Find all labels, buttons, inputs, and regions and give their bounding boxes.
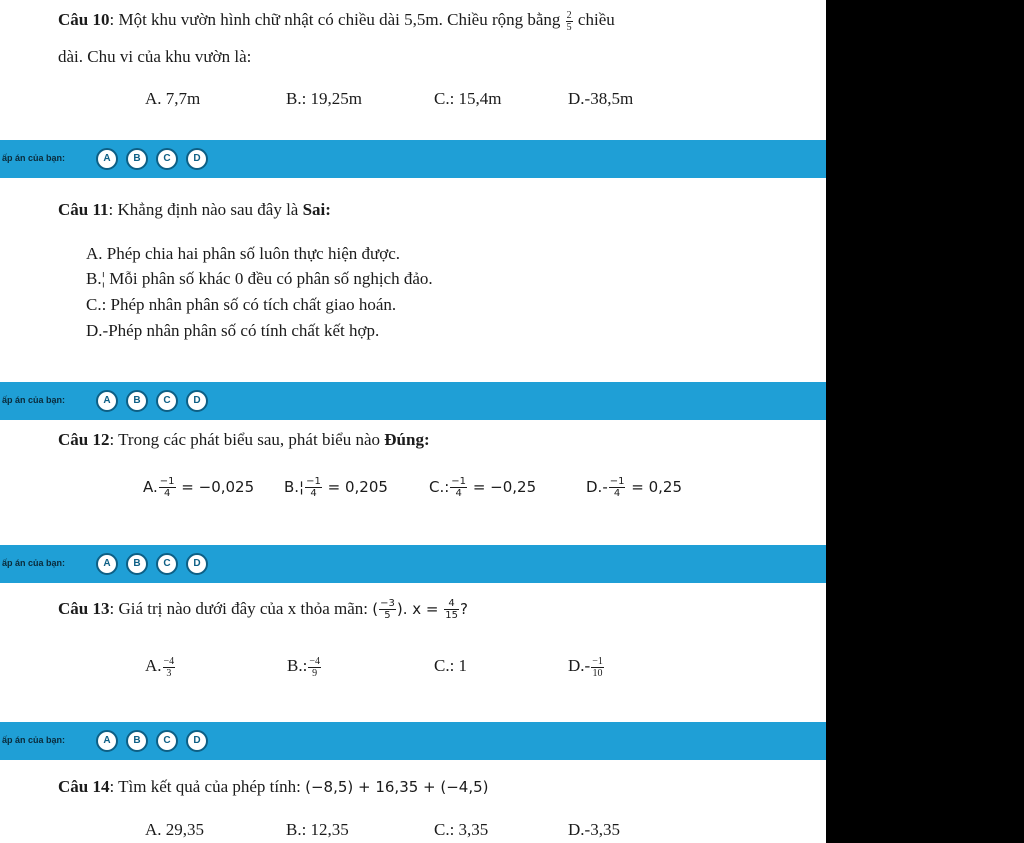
question-14-expression: (−8,5) + 16,35 + (−4,5)	[305, 778, 489, 796]
fraction-numerator: −4	[309, 655, 320, 667]
option-value: = −0,25	[472, 478, 537, 496]
question-10-text: : Một khu vườn hình chữ nhật có chiều dài 5,5m. Chiều rộng bằng	[109, 10, 561, 29]
question-11-option-b: B.¦ Mỗi phân số khác 0 đều có phân số nghịch đảo.	[86, 269, 433, 288]
question-11-emphasis: Sai:	[302, 200, 331, 219]
answer-bar-11	[0, 382, 826, 420]
fraction-numerator: −4	[163, 655, 175, 667]
fraction-denominator: 4	[310, 488, 317, 499]
answer-bubble-c[interactable]: C	[156, 730, 178, 752]
question-14-option-b: B.: 12,35	[286, 820, 349, 839]
fraction-numerator: −3	[380, 598, 395, 609]
option-value: = 0,205	[327, 478, 388, 496]
answer-bubble-b[interactable]: B	[126, 730, 148, 752]
option-value: = −0,025	[181, 478, 255, 496]
question-11-prompt: : Khẳng định nào sau đây là	[108, 200, 303, 219]
fraction-denominator: 4	[455, 488, 462, 499]
answer-bar-label: ấp án của bạn:	[2, 153, 66, 163]
answer-bubble-d[interactable]: D	[186, 390, 208, 412]
fraction-denominator: 4	[163, 488, 171, 499]
option-prefix: C.:	[429, 478, 450, 496]
fraction-denominator: 9	[312, 667, 318, 679]
answer-bubble-b[interactable]: B	[126, 553, 148, 575]
option-prefix: B.:	[287, 656, 308, 675]
question-10-option-d: D.-38,5m	[568, 89, 634, 108]
equation-middle: . x =	[402, 600, 439, 618]
question-13-option-d	[568, 655, 605, 679]
question-12-label: Câu 12	[58, 430, 110, 449]
answer-bubble-a[interactable]: A	[96, 553, 118, 575]
fraction-denominator: 5	[566, 21, 572, 33]
fraction-numerator: −1	[306, 476, 321, 487]
question-12-emphasis: Đúng:	[384, 430, 430, 449]
question-12-option-a	[143, 476, 254, 499]
answer-bubble-d[interactable]: D	[186, 148, 208, 170]
question-13-equation: ( $\frac{-3}{5}$ ). x = $\frac{4}{15}$ ?	[372, 598, 468, 621]
answer-bubble-d[interactable]: D	[186, 553, 208, 575]
option-prefix: B.¦	[284, 478, 305, 496]
answer-bubble-b[interactable]: B	[126, 390, 148, 412]
answer-bubble-a[interactable]: A	[96, 390, 118, 412]
question-12-option-b	[284, 476, 388, 499]
question-13-option-b	[287, 655, 322, 679]
question-14-option-a: A. 29,35	[145, 820, 205, 839]
option-prefix: D.-	[586, 478, 608, 496]
question-10-line2: dài. Chu vi của khu vườn là:	[58, 47, 252, 66]
answer-bubble-c[interactable]: C	[156, 390, 178, 412]
fraction-numerator: 2	[566, 9, 572, 21]
question-14-prompt: : Tìm kết quả của phép tính:	[109, 777, 306, 796]
option-prefix: D.-	[568, 656, 591, 675]
fraction-numerator: 4	[444, 598, 459, 610]
question-13-prompt: : Giá trị nào dưới đây của x thỏa mãn:	[109, 599, 373, 618]
question-11-option-d: D.-Phép nhân phân số có tính chất kết hợp.	[86, 321, 380, 340]
fraction-numerator: −1	[159, 476, 175, 487]
fraction-denominator: 5	[384, 610, 391, 621]
option-value: = 0,25	[631, 478, 683, 496]
question-10-fraction	[566, 10, 573, 33]
question-13-option-a	[145, 655, 176, 679]
fraction-numerator: −1	[609, 476, 625, 487]
fraction-denominator: 10	[592, 667, 603, 679]
question-13-text	[58, 598, 468, 621]
fraction-numerator: −1	[451, 476, 467, 487]
question-14-text	[58, 776, 489, 798]
answer-bubble-a[interactable]: A	[96, 148, 118, 170]
question-13-option-c: C.: 1	[434, 656, 468, 675]
question-11-option-a: A. Phép chia hai phân số luôn thực hiện được.	[86, 244, 400, 263]
question-12-option-d	[586, 476, 682, 499]
question-10-line1	[58, 9, 615, 33]
question-11-text	[58, 199, 331, 221]
fraction-numerator: −1	[592, 655, 603, 667]
question-14-option-c: C.: 3,35	[434, 820, 489, 839]
question-10-option-b: B.: 19,25m	[286, 89, 363, 108]
question-14-label: Câu 14	[58, 777, 110, 796]
answer-bubble-c[interactable]: C	[156, 553, 178, 575]
question-10-option-a: A. 7,7m	[145, 89, 201, 108]
question-13-label: Câu 13	[58, 599, 110, 618]
fraction-denominator: 15	[445, 610, 458, 621]
answer-bubble-b[interactable]: B	[126, 148, 148, 170]
answer-bar-label: ấp án của bạn:	[2, 735, 66, 745]
fraction-denominator: 4	[613, 488, 621, 499]
question-10-text-end: chiều	[577, 10, 615, 29]
answer-bubble-d[interactable]: D	[186, 730, 208, 752]
answer-bar-13	[0, 722, 826, 760]
question-11-label: Câu 11	[58, 200, 109, 219]
answer-bar-12	[0, 545, 826, 583]
equation-end: ?	[459, 600, 468, 618]
answer-bar-label: ấp án của bạn:	[2, 395, 66, 405]
question-12-text	[58, 429, 430, 451]
answer-bubble-a[interactable]: A	[96, 730, 118, 752]
question-10-label: Câu 10	[58, 10, 110, 29]
question-11-option-c: C.: Phép nhân phân số có tích chất giao hoán.	[86, 295, 397, 314]
question-12-prompt: : Trong các phát biểu sau, phát biểu nào	[109, 430, 385, 449]
answer-bubble-c[interactable]: C	[156, 148, 178, 170]
question-12-option-c	[429, 476, 536, 499]
option-prefix: A.	[145, 656, 162, 675]
option-prefix: A.	[143, 478, 158, 496]
answer-bar-10	[0, 140, 826, 178]
fraction-denominator: 3	[166, 667, 172, 679]
question-10-option-c: C.: 15,4m	[434, 89, 502, 108]
answer-bar-label: ấp án của bạn:	[2, 558, 66, 568]
question-14-option-d: D.-3,35	[568, 820, 620, 839]
